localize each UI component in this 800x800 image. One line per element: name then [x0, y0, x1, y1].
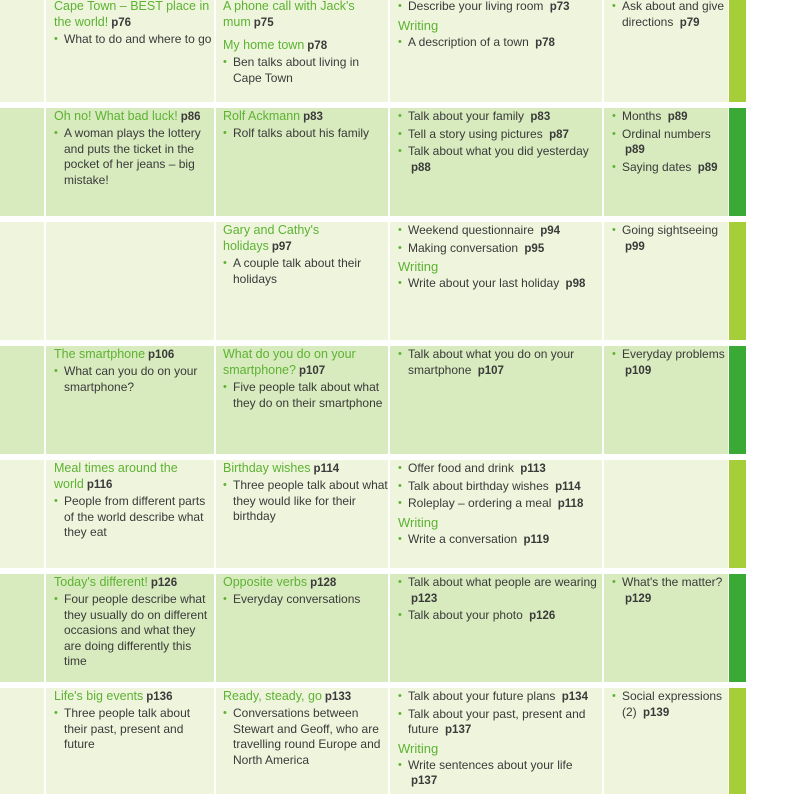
everyday-item-text: Months: [622, 109, 662, 123]
speaking-item: [398, 479, 602, 496]
listening-cell: [216, 346, 388, 454]
listening-list: [223, 256, 388, 287]
reading-title-text: The smartphone: [54, 347, 146, 361]
everyday-list: [612, 0, 728, 31]
everyday-item-page: p99: [625, 240, 645, 253]
listening-list: [223, 380, 388, 411]
listening-title-text: My home town: [223, 38, 305, 52]
reading-title-page: p76: [111, 17, 132, 29]
listening-list: [223, 126, 388, 142]
listening-cell: [216, 0, 388, 102]
speaking-item: [398, 461, 602, 478]
reading-title-text: Life's big events: [54, 689, 144, 703]
unit-row: [0, 0, 746, 102]
speaking-item-text: Roleplay – ordering a meal: [408, 496, 552, 510]
listening-title-page: p97: [271, 241, 292, 253]
listening-item-text: A couple talk about their holidays: [233, 256, 362, 286]
listening-cell: [216, 688, 388, 794]
listening-title-page: p83: [303, 111, 323, 123]
speaking-item-text: Talk about your photo: [408, 608, 523, 622]
writing-item-text: Write about your last holiday: [408, 276, 560, 290]
speaking-cell: [390, 574, 602, 682]
reading-item-text: Three people talk about their past, present and future: [64, 706, 191, 751]
listening-cell: [216, 222, 388, 340]
writing-heading: Writing: [398, 514, 439, 530]
everyday-item: [612, 689, 728, 721]
everyday-item-text: Saying dates: [622, 159, 692, 174]
listening-title: [223, 460, 388, 477]
reading-cell: [46, 460, 214, 568]
unit-color-strip: [729, 346, 746, 454]
speaking-cell: [390, 108, 602, 216]
listening-title: [223, 0, 388, 31]
reading-title: [54, 0, 214, 31]
listening-item: [223, 126, 388, 142]
everyday-item-page: p129: [625, 592, 652, 605]
reading-cell: [46, 688, 214, 794]
speaking-item: [398, 127, 602, 144]
reading-list: [54, 126, 214, 188]
writing-item-text: Write sentences about your life: [408, 757, 573, 772]
reading-title-page: p126: [150, 577, 178, 589]
unit-margin-cell: [0, 688, 44, 794]
speaking-item-text: Talk about your past, present and future: [408, 706, 586, 736]
listening-item: [223, 592, 388, 608]
everyday-item-text: Social expressions (2): [622, 689, 723, 719]
speaking-item-page: p118: [557, 498, 584, 510]
speaking-item: [398, 223, 602, 240]
listening-item-text: Three people talk about what they would like for their birthday: [233, 478, 388, 523]
reading-title-page: p86: [180, 111, 201, 123]
reading-list: [54, 364, 214, 395]
speaking-list: [398, 0, 602, 16]
speaking-item: [398, 496, 602, 513]
listening-title: [223, 222, 388, 255]
speaking-item-page: p94: [540, 225, 561, 237]
unit-color-strip: [729, 574, 746, 682]
reading-title-page: p106: [148, 349, 175, 361]
writing-list: [398, 35, 602, 52]
speaking-item-text: Talk about your future plans: [408, 689, 556, 703]
listening-cell: [216, 460, 388, 568]
everyday-item: [612, 0, 728, 31]
reading-title: [54, 346, 214, 363]
reading-title-page: p136: [146, 691, 173, 703]
listening-title-text: Opposite verbs: [223, 575, 308, 589]
everyday-item-page: p139: [643, 706, 670, 719]
writing-heading: Writing: [398, 259, 439, 274]
writing-item-page: p78: [535, 36, 555, 49]
listening-title-text: Ready, steady, go: [223, 689, 322, 703]
speaking-cell: [390, 346, 602, 454]
listening-title-text: Rolf Ackmann: [223, 109, 301, 123]
everyday-item: [612, 109, 728, 126]
writing-list: [398, 532, 602, 549]
everyday-cell: [604, 0, 728, 102]
writing-item-text: Write a conversation: [408, 531, 518, 546]
writing-item-page: p137: [411, 775, 438, 787]
speaking-item-page: p107: [477, 364, 504, 377]
listening-item: [223, 256, 388, 287]
reading-item: [54, 126, 214, 188]
listening-list: [223, 478, 388, 525]
unit-margin-cell: [0, 0, 44, 102]
listening-item-text: Ben talks about living in Cape Town: [233, 55, 360, 85]
listening-cell: [216, 108, 388, 216]
listening-item: [223, 478, 388, 525]
listening-title: [223, 574, 388, 591]
unit-row: [0, 108, 746, 216]
speaking-cell: [390, 460, 602, 568]
everyday-item-text: Ask about and give directions: [622, 0, 725, 29]
listening-title: [223, 37, 388, 54]
everyday-list: [612, 109, 728, 176]
speaking-item-text: Tell a story using pictures: [408, 126, 543, 141]
unit-margin-cell: [0, 222, 44, 340]
reading-cell: [46, 108, 214, 216]
listening-title: [223, 688, 388, 705]
speaking-item: [398, 689, 602, 706]
reading-title-text: Cape Town – BEST place in the world!: [54, 0, 210, 29]
listening-title: [223, 108, 388, 125]
unit-color-strip: [729, 460, 746, 568]
everyday-item: [612, 575, 728, 607]
speaking-list: [398, 109, 602, 176]
listening-item: [223, 55, 388, 86]
everyday-item: [612, 347, 728, 379]
unit-margin-cell: [0, 108, 44, 216]
speaking-item-page: p113: [520, 463, 546, 475]
reading-title: [54, 574, 214, 591]
speaking-item-page: p88: [411, 161, 431, 174]
speaking-item-page: p137: [445, 724, 472, 736]
unit-row: [0, 460, 746, 568]
speaking-item-text: Offer food and drink: [408, 461, 514, 475]
speaking-item-page: p95: [524, 242, 545, 255]
writing-item: [398, 276, 602, 293]
writing-list: [398, 758, 602, 790]
speaking-item-page: p123: [411, 592, 438, 605]
everyday-cell: [604, 222, 728, 340]
reading-list: [54, 32, 214, 48]
everyday-item-page: p89: [667, 111, 688, 123]
listening-item: [223, 706, 388, 768]
unit-row: [0, 222, 746, 340]
listening-title-text: Birthday wishes: [223, 461, 311, 475]
speaking-item: [398, 0, 602, 16]
reading-item-text: A woman plays the lottery and puts the ticket in the pocket of her jeans – big mistake!: [64, 126, 201, 187]
listening-title-page: p133: [324, 691, 352, 703]
unit-row: [0, 688, 746, 794]
everyday-cell: [604, 346, 728, 454]
listening-list: [223, 592, 388, 608]
unit-row: [0, 574, 746, 682]
unit-margin-cell: [0, 574, 44, 682]
unit-color-strip: [729, 222, 746, 340]
speaking-item-text: Talk about birthday wishes: [408, 478, 549, 493]
writing-item: [398, 35, 602, 52]
reading-title-text: Oh no! What bad luck!: [54, 109, 178, 123]
reading-list: [54, 592, 214, 670]
reading-cell: [46, 574, 214, 682]
speaking-list: [398, 223, 602, 257]
writing-heading: Writing: [398, 17, 439, 33]
speaking-item-page: p114: [555, 480, 581, 493]
writing-item-page: p98: [565, 278, 586, 290]
reading-title-page: p116: [86, 479, 113, 491]
listening-title-page: p128: [310, 577, 337, 589]
listening-item: [223, 380, 388, 411]
writing-heading: Writing: [398, 740, 439, 756]
speaking-item-page: p126: [529, 610, 556, 622]
listening-title-page: p75: [253, 17, 274, 29]
speaking-item-text: Weekend questionnaire: [408, 223, 534, 237]
everyday-item-page: p89: [625, 144, 645, 156]
writing-item-text: A description of a town: [408, 34, 529, 49]
speaking-item-page: p134: [561, 691, 588, 703]
listening-title-page: p107: [298, 365, 326, 377]
reading-item-text: People from different parts of the world describe what they eat: [64, 494, 206, 539]
reading-item: [54, 592, 214, 670]
everyday-list: [612, 347, 728, 379]
listening-cell: [216, 574, 388, 682]
everyday-item-text: Everyday problems: [622, 347, 725, 361]
speaking-item: [398, 109, 602, 126]
speaking-item-text: Talk about your family: [408, 109, 525, 123]
reading-list: [54, 494, 214, 541]
unit-margin-cell: [0, 460, 44, 568]
writing-item: [398, 758, 602, 790]
everyday-item-page: p89: [697, 161, 718, 174]
speaking-cell: [390, 688, 602, 794]
speaking-item: [398, 707, 602, 739]
reading-cell: [46, 0, 214, 102]
speaking-item-text: Describe your living room: [408, 0, 544, 13]
speaking-item: [398, 144, 602, 176]
unit-color-strip: [729, 688, 746, 794]
speaking-list: [398, 347, 602, 379]
listening-title: [223, 346, 388, 379]
speaking-list: [398, 461, 602, 513]
speaking-item-page: p73: [549, 1, 570, 13]
writing-list: [398, 276, 602, 293]
unit-margin-cell: [0, 346, 44, 454]
reading-item: [54, 32, 214, 48]
listening-item-text: Five people talk about what they do on their smartphone: [233, 380, 383, 410]
everyday-item: [612, 127, 728, 159]
speaking-item-page: p87: [549, 128, 569, 141]
writing-item: [398, 532, 602, 549]
reading-title: [54, 108, 214, 125]
listening-item-text: Everyday conversations: [233, 592, 361, 606]
speaking-list: [398, 689, 602, 739]
everyday-cell: [604, 108, 728, 216]
speaking-cell: [390, 0, 602, 102]
reading-title-text: Meal times around the world: [54, 461, 178, 491]
speaking-item: [398, 575, 602, 607]
everyday-item-page: p79: [679, 16, 700, 29]
speaking-item-text: Making conversation: [408, 240, 519, 255]
unit-row: [0, 346, 746, 454]
writing-item-page: p119: [523, 533, 550, 546]
reading-cell: [46, 346, 214, 454]
everyday-item-page: p109: [625, 364, 652, 377]
speaking-item: [398, 347, 602, 379]
unit-color-strip: [729, 108, 746, 216]
listening-title-page: p114: [313, 463, 340, 475]
everyday-cell: [604, 574, 728, 682]
reading-item-text: Four people describe what they usually do on different occasions and what they are doing differently this time: [64, 592, 208, 668]
listening-title-text: A phone call with Jack's mum: [223, 0, 355, 29]
everyday-list: [612, 223, 728, 255]
everyday-item: [612, 160, 728, 177]
reading-item: [54, 706, 214, 753]
reading-item: [54, 494, 214, 541]
listening-title-page: p78: [307, 40, 328, 52]
everyday-item-text: What's the matter?: [622, 575, 723, 589]
reading-title-text: Today's different!: [54, 575, 148, 589]
unit-color-strip: [729, 0, 746, 102]
speaking-item-text: Talk about what you did yesterday: [408, 144, 589, 158]
reading-title: [54, 460, 214, 493]
everyday-item: [612, 223, 728, 255]
listening-item-text: Rolf talks about his family: [233, 126, 370, 140]
everyday-item-text: Going sightseeing: [622, 223, 719, 237]
reading-item-text: What can you do on your smartphone?: [64, 364, 198, 394]
speaking-item-text: Talk about what people are wearing: [408, 575, 597, 589]
speaking-item-text: Talk about what you do on your smartphone: [408, 347, 575, 377]
everyday-list: [612, 575, 728, 607]
reading-item-text: What to do and where to go: [64, 32, 212, 46]
speaking-item: [398, 608, 602, 625]
listening-title-text: What do you do on your smartphone?: [223, 347, 356, 377]
everyday-cell: [604, 688, 728, 794]
reading-list: [54, 706, 214, 753]
everyday-list: [612, 689, 728, 721]
everyday-cell: [604, 460, 728, 568]
listening-item-text: Conversations between Stewart and Geoff, who are travelling round Europe and North America: [233, 706, 381, 767]
speaking-list: [398, 575, 602, 625]
reading-title: [54, 688, 214, 705]
listening-list: [223, 55, 388, 86]
reading-cell: [46, 222, 214, 340]
speaking-item: [398, 241, 602, 258]
listening-title-text: Gary and Cathy's holidays: [223, 223, 320, 253]
everyday-item-text: Ordinal numbers: [622, 126, 711, 141]
listening-list: [223, 706, 388, 768]
speaking-cell: [390, 222, 602, 340]
speaking-item-page: p83: [530, 111, 551, 123]
reading-item: [54, 364, 214, 395]
